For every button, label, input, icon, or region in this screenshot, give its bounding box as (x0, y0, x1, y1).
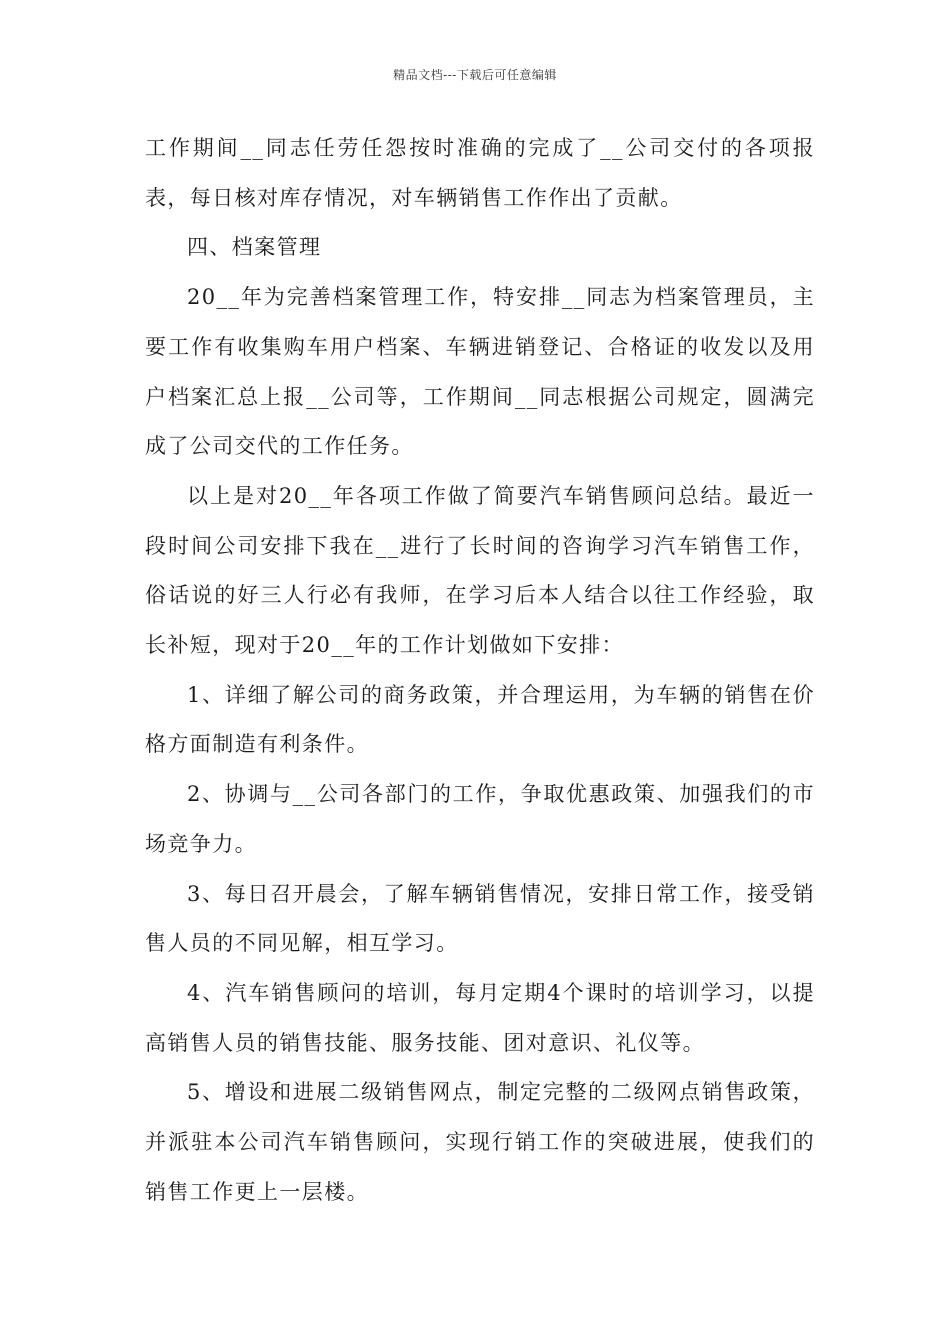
page-header: 精品文档---下载后可任意编辑 (393, 68, 557, 82)
plan-item-5: 5、增设和进展二级销售网点，制定完整的二级网点销售政策，并派驻本公司汽车销售顾问，实现行销工作的突破进展，使我们的销售工作更上一层楼。 (145, 1080, 815, 1204)
section-heading-archive-management: 四、档案管理 (187, 235, 322, 260)
plan-item-1: 1、详细了解公司的商务政策，并合理运用，为车辆的销售在价格方面制造有利条件。 (145, 682, 815, 757)
paragraph-summary: 以上是对20__年各项工作做了简要汽车销售顾问总结。最近一段时间公司安排下我在__进行了长时间的咨询学习汽车销售工作，俗话说的好三人行必有我师，在学习后本人结合以往工作经验，取长补短，现对于20__年的工作计划做如下安排： (145, 483, 815, 658)
document-body (145, 124, 815, 1217)
plan-item-3: 3、每日召开晨会，了解车辆销售情况，安排日常工作，接受销售人员的不同见解，相互学习。 (145, 881, 815, 956)
paragraph-archive-management: 20__年为完善档案管理工作，特安排__同志为档案管理员，主要工作有收集购车用户档案、车辆进销登记、合格证的收发以及用户档案汇总上报__公司等，工作期间__同志根据公司规定，圆满完成了公司交代的工作任务。 (145, 285, 815, 459)
plan-item-2: 2、协调与__公司各部门的工作，争取优惠政策、加强我们的市场竞争力。 (145, 782, 815, 856)
plan-item-4: 4、汽车销售顾问的培训，每月定期4个课时的培训学习，以提高销售人员的销售技能、服务技能、团对意识、礼仪等。 (145, 980, 815, 1055)
paragraph-continuation: 工作期间__同志任劳任怨按时准确的完成了__公司交付的各项报表，每日核对库存情况，对车辆销售工作作出了贡献。 (145, 136, 815, 210)
